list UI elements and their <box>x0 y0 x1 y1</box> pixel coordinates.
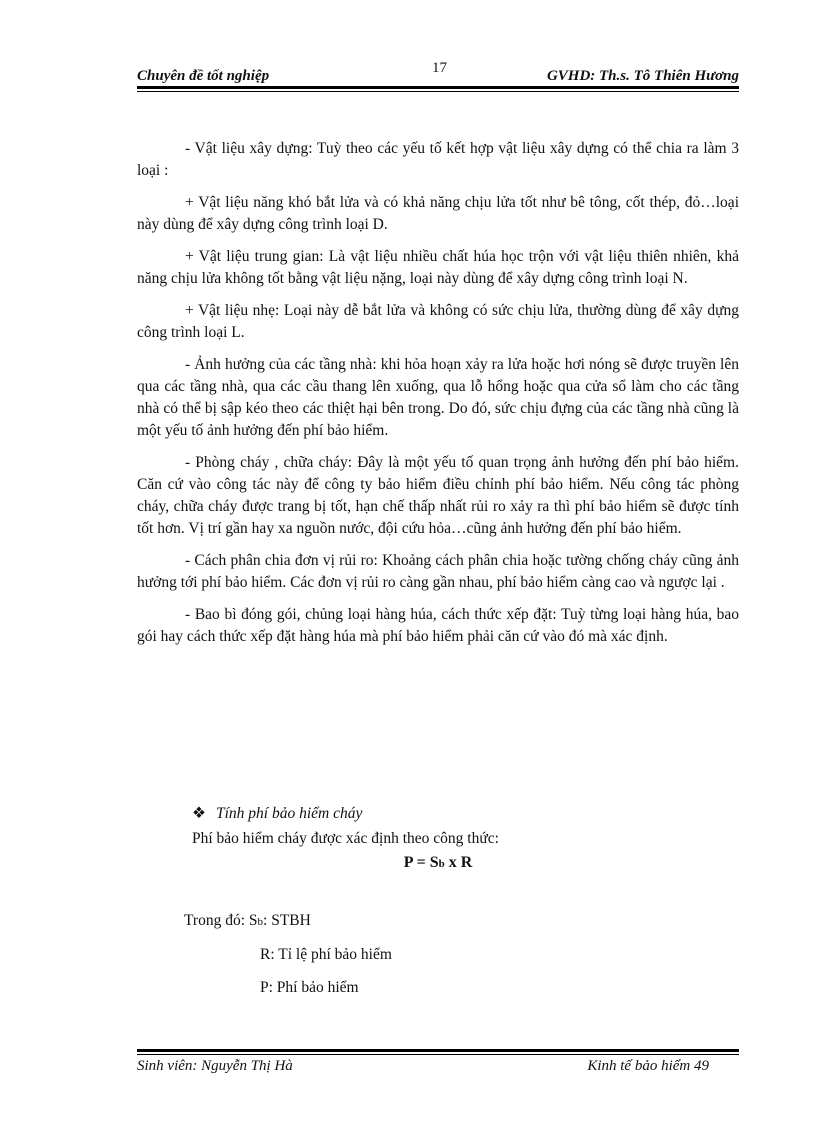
formula-intro: Phí bảo hiểm cháy được xác định theo công thức: <box>192 830 499 847</box>
definition-s <box>184 912 311 930</box>
paragraph: - Cách phân chia đơn vị rủi ro: Khoảng cách phân chia hoặc tường chống cháy cũng ảnh hưởng tới phí bảo hiểm. Các đơn vị rủi ro càng gần nhau, phí bảo hiểm càng cao và ngược lại . <box>137 552 739 591</box>
paragraph: + Vật liệu trung gian: Là vật liệu nhiều chất húa học trộn với vật liệu thiên nhiên, khả năng chịu lửa không tốt bằng vật liệu nặng, loại này dùng để xây dựng công trình loại N. <box>137 248 739 287</box>
formula <box>137 854 739 872</box>
diamond-bullet-icon: ❖ <box>192 805 206 822</box>
paragraph: - Phòng cháy , chữa cháy: Đây là một yếu tố quan trọng ảnh hưởng đến phí bảo hiểm. Căn cứ vào công tác này để công ty bảo hiểm điều chỉnh phí bảo hiểm. Nếu công tác phòng cháy, chữa cháy được trang bị tốt, hạn chế thấp nhất rủi ro xảy ra thì phí bảo hiểm sẽ được tính tốt hơn. Vị trí gần hay xa nguồn nước, đội cứu hỏa…cũng ảnh hưởng đến phí bảo hiểm. <box>137 454 739 537</box>
header-advisor: GVHD: Th.s. Tô Thiên Hương <box>546 68 739 84</box>
header-divider <box>137 86 739 92</box>
footer-student: Sinh viên: Nguyễn Thị Hà <box>137 1058 293 1074</box>
footer-course: Kinh tế bảo hiểm 49 <box>587 1058 709 1074</box>
definition-p: P: Phí bảo hiểm <box>260 979 359 996</box>
footer-divider <box>137 1049 739 1055</box>
definition-r: R: Tỉ lệ phí bảo hiểm <box>260 946 392 963</box>
definition-s-text: : STBH <box>263 912 311 929</box>
paragraph: + Vật liệu năng khó bắt lửa và có khả năng chịu lửa tốt như bê tông, cốt thép, đỏ…loại này dùng để xây dựng công trình loại D. <box>137 194 739 233</box>
paragraph: + Vật liệu nhẹ: Loại này dễ bắt lửa và không có sức chịu lửa, thường dùng để xây dựng công trình loại L. <box>137 302 739 341</box>
formula-subscript: b <box>438 858 445 870</box>
section-heading <box>192 804 362 823</box>
body-text <box>137 138 739 658</box>
definition-subscript: b <box>257 916 264 928</box>
section-title: Tính phí bảo hiểm cháy <box>216 805 363 822</box>
header-title: Chuyên đề tốt nghiệp <box>137 68 270 84</box>
page-footer <box>137 1058 709 1078</box>
page-header <box>137 62 739 84</box>
paragraph: - Vật liệu xây dựng: Tuỳ theo các yếu tố kết hợp vật liệu xây dựng có thể chia ra làm 3 loại : <box>137 140 739 179</box>
definition-prefix: Trong đó: S <box>184 912 258 929</box>
formula-rhs: x R <box>444 854 473 871</box>
page-number: 17 <box>432 60 447 76</box>
paragraph: - Bao bì đóng gói, chủng loại hàng húa, cách thức xếp đặt: Tuỳ từng loại hàng húa, bao gói hay cách thức xếp đặt hàng húa mà phí bảo hiểm phải căn cứ vào đó mà xác định. <box>137 606 739 645</box>
paragraph: - Ảnh hưởng của các tầng nhà: khi hỏa hoạn xảy ra lửa hoặc hơi nóng sẽ được truyền lên qua các tầng nhà, qua các cầu thang lên xuống, qua lỗ hổng hoặc qua cửa sổ làm cho các tầng nhà có thể bị sập kéo theo các thiệt hại bên trong. Do đó, sức chịu đựng của các tầng nhà cũng là một yếu tố ảnh hưởng đến phí bảo hiểm. <box>137 356 739 439</box>
formula-lhs: P = S <box>403 854 439 871</box>
